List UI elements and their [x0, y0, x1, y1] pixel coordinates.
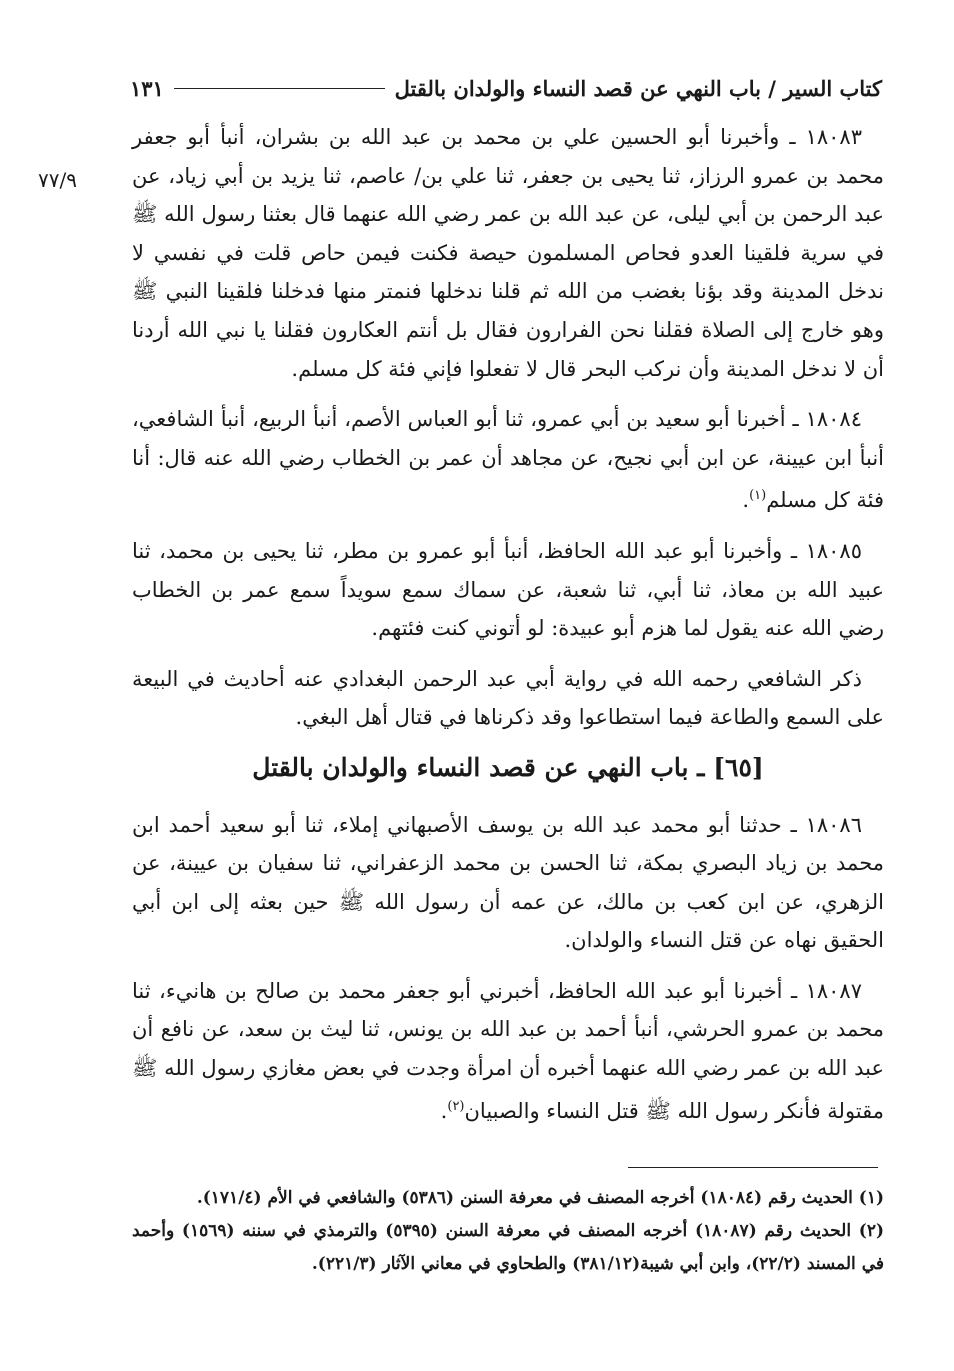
- hadith-18085: ١٨٠٨٥ ـ وأخبرنا أبو عبد الله الحافظ، أنبأ أبو عمرو بن مطر، ثنا يحيى بن محمد، ثنا عبيد الله بن معاذ، ثنا أبي، ثنا شعبة، عن سماك سمع سويداً سمع عمر بن الخطاب رضي الله عنه يقول لما هزم أبو عبيدة: لو أتوني كنت فئتهم.: [132, 538, 884, 641]
- hadith-18087: ١٨٠٨٧ ـ أخبرنا أبو عبد الله الحافظ، أخبرني أبو جعفر محمد بن صالح بن هانيء، ثنا محمد بن عمرو الحرشي، أنبأ أحمد بن عبد الله بن يونس، ثنا ليث بن سعد، عن نافع أن عبد الله بن عمر رضي الله عنهما أخبره أن امرأة وجدت في بعض مغازي رسول الله ﷺ مقتولة فأنكر رسول الله ﷺ قتل النساء والصبيان$^{(٢)}$.: [132, 978, 884, 1123]
- hadith-18084: ١٨٠٨٤ ـ أخبرنا أبو سعيد بن أبي عمرو، ثنا أبو العباس الأصم، أنبأ الربيع، أنبأ الشافعي، أنبأ ابن عيينة، عن ابن أبي نجيح، عن مجاهد أن عمر بن الخطاب رضي الله عنه قال: أنا فئة كل مسلم$^{(١)}$.: [132, 407, 884, 513]
- shafii-note: ذكر الشافعي رحمه الله في رواية أبي عبد الرحمن البغدادي عنه أحاديث في البيعة على السمع والطاعة فيما استطاعوا وقد ذكرناها في قتال أهل البغي.: [132, 666, 884, 730]
- hadith-18086: ١٨٠٨٦ ـ حدثنا أبو محمد عبد الله بن يوسف الأصبهاني إملاء، ثنا أبو سعيد أحمد ابن محمد بن زياد البصري بمكة، ثنا الحسن بن محمد الزعفراني، ثنا سفيان بن عيينة، عن الزهري، عن ابن كعب بن مالك، عن عمه أن رسول الله ﷺ حين بعثه إلى ابن أبي الحقيق نهاه عن قتل النساء والولدان.: [132, 812, 884, 953]
- footnote-1: (١) الحديث رقم (١٨٠٨٤) أخرجه المصنف في معرفة السنن (٥٣٨٦) والشافعي في الأم (١٧١/٤).: [196, 1188, 884, 1208]
- footnote-ref-1[interactable]: (١): [749, 488, 767, 504]
- chapter-heading: [٦٥] ـ باب النهي عن قصد النساء والولدان بالقتل: [252, 752, 764, 782]
- hadith-18083: ١٨٠٨٣ ـ وأخبرنا أبو الحسين علي بن محمد بن عبد الله بن بشران، أنبأ أبو جعفر محمد بن عمرو الرزاز، ثنا يحيى بن جعفر، ثنا علي بن/ عاصم، ثنا يزيد بن أبي زياد، عن عبد الرحمن بن أبي ليلى، عن عبد الله بن عمر رضي الله عنهما قال بعثنا رسول الله ﷺ في سرية فلقينا العدو فحاص المسلمون حيصة فكنت فيمن حاص قلت في نفسي لا ندخل المدينة وقد بؤنا بغضب من الله ثم قلنا ندخلها فنمتر منها فدخلنا فلقينا النبي ﷺ وهو خارج إلى الصلاة فقلنا نحن الفرارون فقال بل أنتم العكارون فقلنا يا نبي الله أردنا أن لا ندخل المدينة وأن نركب البحر قال لا تفعلوا فإني فئة كل مسلم.: [132, 125, 884, 381]
- margin-reference: ٧٧/٩: [38, 168, 77, 192]
- running-header: [130, 68, 882, 108]
- header-title: كتاب السير / باب النهي عن قصد النساء والولدان بالقتل: [394, 75, 882, 101]
- main-text: [132, 118, 884, 1142]
- footnotes: [132, 1182, 884, 1281]
- header-rule: [174, 88, 385, 89]
- page-number: ١٣١: [130, 75, 164, 101]
- footnote-divider: [628, 1167, 878, 1168]
- footnote-2: (٢) الحديث رقم (١٨٠٨٧) أخرجه المصنف في معرفة السنن (٥٣٩٥) والترمذي في سننه (١٥٦٩) وأحمد في المسند (٢٢/٢)، وابن أبي شيبة(٣٨١/١٢) والطحاوي في معاني الآثار (٢٢١/٣).: [132, 1221, 884, 1274]
- footnote-ref-2[interactable]: (٢): [447, 1098, 465, 1114]
